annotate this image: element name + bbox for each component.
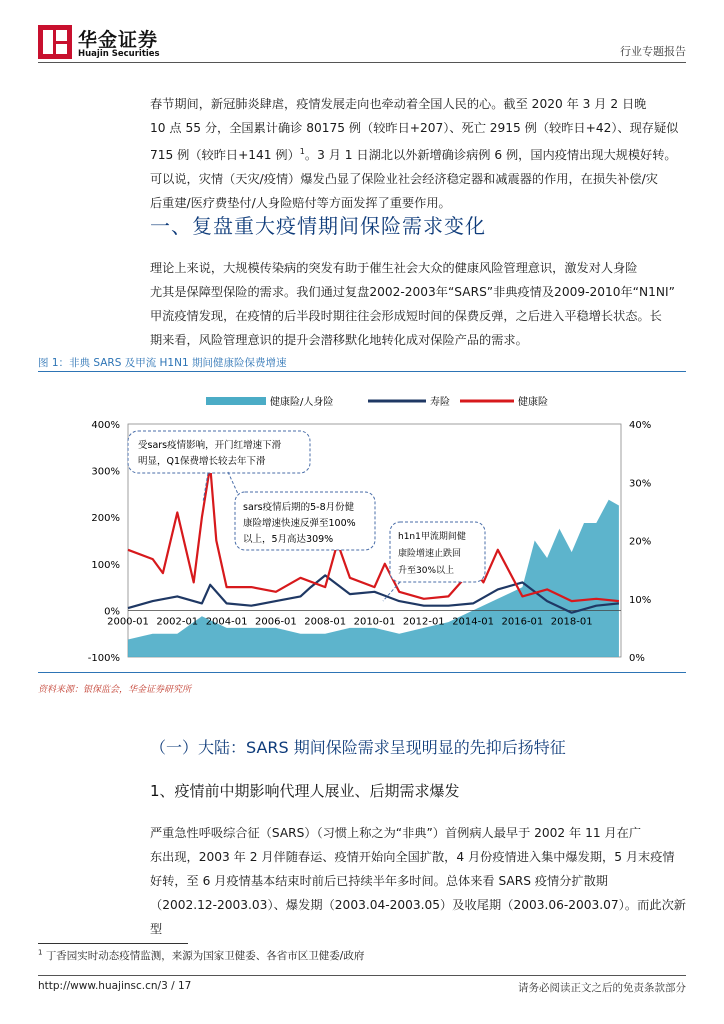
annotation-text: h1n1甲流期间健 [398, 532, 466, 542]
footnote-mark: 1 [38, 948, 43, 957]
text-line: 可以说，灾情（天灾/疫情）爆发凸显了保险业社会经济稳定器和减震器的作用，在损失补偿/灾 [150, 172, 658, 187]
legend-label: 健康险 [518, 397, 548, 408]
report-type-label: 行业专题报告 [620, 45, 686, 58]
y-left-tick-label: -100% [87, 653, 120, 664]
text-line: 期来看，风险管理意识的提升会潜移默化地转化成对保险产品的需求。 [150, 333, 528, 347]
section1-paragraph [150, 256, 686, 352]
text-run: 715 例（较昨日+141 例） [150, 148, 300, 163]
text-line [150, 140, 686, 167]
x-tick-label: 2006-01 [255, 616, 297, 628]
text-line: 后重建/医疗费垫付/人身险赔付等方面发挥了重要作用。 [150, 196, 451, 211]
footnote-ref[interactable]: 1 [299, 147, 305, 156]
subsubsection-heading: 1、疫情前中期影响代理人展业、后期需求爆发 [150, 782, 460, 800]
company-logo [38, 25, 178, 61]
y-right-tick-label: 20% [629, 536, 652, 548]
text-line: 东出现，2003 年 2 月伴随春运、疫情开始向全国扩散，4 月份疫情进入集中爆发期，5 月末疫情 [150, 850, 675, 864]
x-tick-label: 2004-01 [205, 616, 248, 628]
footnote [38, 948, 364, 963]
figure-bottom-rule [38, 672, 686, 673]
x-tick-label: 2002-01 [156, 616, 199, 628]
text-line: 尤其是保障型保险的需求。我们通过复盘2002-2003年“SARS”非典疫情及2009-2010年“N1NI” [150, 285, 675, 299]
legend-label: 健康险/人身险 [270, 397, 334, 408]
text-line: 10 点 55 分，全国累计确诊 80175 例（较昨日+207）、死亡 2915 例（较昨日+42）、现存疑似 [150, 121, 679, 135]
section3-paragraph [150, 821, 686, 941]
text-line: 甲流疫情发现，在疫情的后半段时期往往会形成短时间的保费反弹，之后进入平稳增长状态。长 [150, 309, 662, 323]
footer-url-link[interactable]: http://www.huajinsc.cn/3 / 17 [38, 980, 192, 992]
text-line: （2002.12-2003.03）、爆发期（2003.04-2003.05）及收尾期（2003.06-2003.07）。而此次新型 [150, 898, 686, 936]
figure-source: 资料来源：银保监会，华金证券研究所 [38, 685, 192, 695]
annotation-sars-rebound [228, 472, 375, 550]
y-left-tick-label: 300% [91, 466, 120, 478]
annotation-text: 明显，Q1保费增长较去年下滑 [138, 456, 266, 467]
x-tick-label: 2014-01 [452, 616, 494, 628]
figure-top-rule [38, 371, 686, 372]
x-tick-label: 2016-01 [501, 616, 544, 628]
annotation-text: 以上，5月高达309% [243, 534, 334, 545]
y-right-tick-label: 10% [629, 594, 652, 606]
subsection-heading: （一）大陆：SARS 期间保险需求呈现明显的先抑后扬特征 [150, 738, 566, 757]
x-tick-label: 2012-01 [402, 616, 445, 628]
footer-disclaimer: 请务必阅读正文之后的免责条款部分 [518, 982, 686, 994]
annotation-pointer [228, 472, 238, 494]
header-divider [38, 62, 686, 63]
logo-chinese-name: 华金证券 [78, 29, 159, 51]
logo-english-name: Huajin Securities [78, 49, 160, 59]
x-tick-label: 2010-01 [353, 616, 396, 628]
annotation-text: 康险增速快速反弹至100% [243, 518, 356, 529]
y-left-tick-label: 400% [91, 420, 120, 431]
annotation-text: sars疫情后期的5-8月份健 [243, 502, 355, 513]
text-line: 春节期间，新冠肺炎肆虐，疫情发展走向也牵动着全国人民的心。截至 2020 年 3 月 2 日晚 [150, 97, 647, 111]
x-tick-label: 2008-01 [304, 616, 347, 628]
y-right-tick-label: 40% [629, 420, 652, 431]
section-heading: 一、复盘重大疫情期间保险需求变化 [150, 214, 486, 238]
footer-divider [38, 975, 686, 976]
text-run: 。3 月 1 日湖北以外新增确诊病例 6 例，国内疫情出现大规模好转。 [304, 148, 677, 163]
annotation-text: 受sars疫情影响，开门红增速下滑 [138, 440, 282, 451]
y-left-tick-label: 200% [91, 513, 120, 525]
intro-paragraph [150, 92, 686, 215]
figure-title: 图 1：非典 SARS 及甲流 H1N1 期间健康险保费增速 [38, 357, 287, 369]
legend-swatch-health-share [206, 397, 266, 405]
legend [206, 395, 548, 408]
annotation-text: 升至30%以上 [398, 566, 455, 576]
annotation-sars-q1 [128, 431, 310, 502]
y-right-tick-label: 30% [629, 478, 652, 490]
text-line: 好转，至 6 月疫情基本结束时前后已持续半年多时间。总体来看 SARS 疫情分扩散期 [150, 874, 608, 888]
footnote-text: 丁香园实时动态疫情监测，来源为国家卫健委、各省市区卫健委/政府 [45, 950, 365, 962]
legend-label: 寿险 [430, 397, 450, 408]
y-left-tick-label: 0% [104, 606, 120, 618]
annotation-text: 康险增速止跌回 [398, 549, 462, 559]
health-premium-growth-chart [38, 376, 686, 668]
logo-mark-icon [38, 25, 72, 59]
y-left-tick-label: 100% [91, 559, 120, 571]
text-line: 理论上来说，大规模传染病的突发有助于催生社会大众的健康风险管理意识，激发对人身险 [150, 261, 638, 275]
x-tick-label: 2000-01 [107, 616, 149, 628]
x-tick-label: 2018-01 [550, 616, 593, 628]
footnote-divider [38, 943, 188, 944]
y-right-tick-label: 0% [629, 653, 645, 664]
text-line: 严重急性呼吸综合征（SARS）（习惯上称之为“非典”）首例病人最早于 2002 年 11 月在广 [150, 826, 642, 840]
